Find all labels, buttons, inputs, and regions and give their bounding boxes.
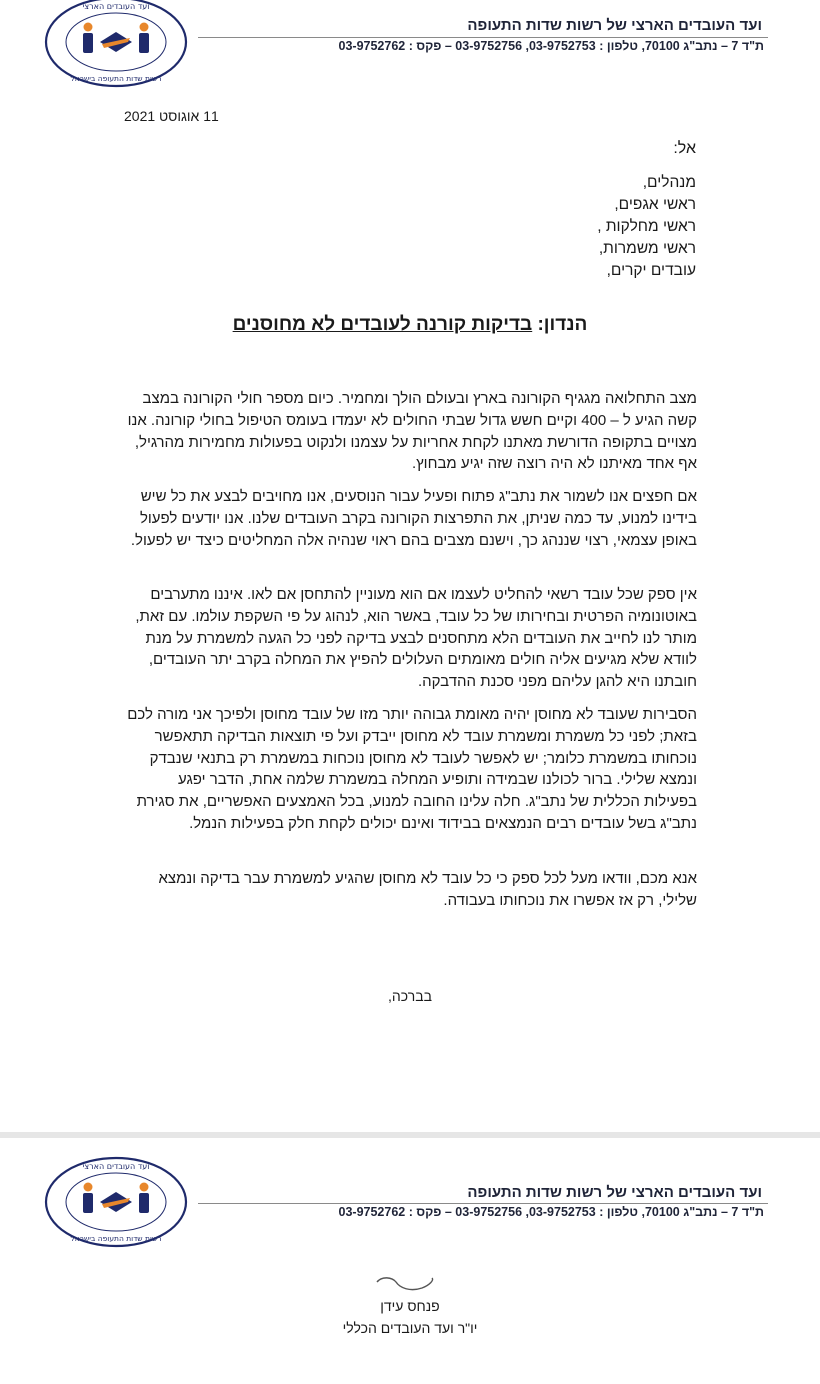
to-label: אל: <box>673 140 696 157</box>
subject-prefix: הנדון: <box>532 314 588 335</box>
subject-line <box>0 314 820 336</box>
body-paragraph: אנא מכם, וודאו מעל לכל ספק כי כל עובד לא מחוסן שהגיע למשמרת עבר בדיקה ונמצא שלילי, רק אז אפשרו את נוכחותו בעבודה. <box>158 870 697 909</box>
signatory-name: פנחס עידן <box>380 1298 440 1314</box>
logo-bottom-text: רשות שדות התעופה בישראל <box>70 1234 162 1243</box>
logo-bottom-text: רשות שדות התעופה בישראל <box>70 74 162 83</box>
signatory-role: יו"ר ועד העובדים הכללי <box>342 1320 478 1336</box>
recipient-item: ראשי מחלקות , <box>597 218 696 235</box>
header-rule <box>198 37 768 38</box>
recipient-item: עובדים יקרים, <box>606 262 696 279</box>
recipient-item: ראשי משמרות, <box>598 240 696 257</box>
closing: בברכה, <box>388 988 432 1004</box>
body-paragraph: אין ספק שכל עובד רשאי להחליט לעצמו אם הוא מעוניין להתחסן אם לאו. איננו מתערבים באוטונומיה הפרטית ובחירותו של כל עובד, באשר הוא, לנהוג על פי השקפת עולמו. עם זאת, מותר לנו לחייב את העובדים הלא מתחסנים לבצע בדיקה לפני כל הגעה למשמרת על מנת לוודא שלא מגיעים אליה חולים מאומתים העלולים להפיץ את המחלה בקרב יתר העובדים, חובתנו היא להגן עליהם מפני סכנת ההדבקה. <box>135 586 697 691</box>
header-contact: ת"ד 7 – נתב"ג 70100, טלפון : 03-9752753, 03-9752756 – פקס : 03-9752762 <box>338 39 764 53</box>
letter-page-2 <box>0 1138 820 1384</box>
logo-top-text: ועד העובדים הארצי <box>82 1162 150 1171</box>
header-title: ועד העובדים הארצי של רשות שדות התעופה <box>467 17 762 34</box>
body-paragraph: מצב התחלואה מגגיף הקורונה בארץ ובעולם הולך ומחמיר. כיום מספר חולי הקורונה במצב קשה הגיע ל – 400 וקיים חשש גדול שבתי החולים לא יעמדו בעומס הטיפול בחולי קורונה. אנו מצויים בתקופה הדורשת מאתנו לקחת אחריות על עצמנו ולנקוט בפעולות מחמירות מהרגיל, אף אחד מאיתנו לא היה רוצה שזה יגיע מבחוץ. <box>127 390 697 473</box>
signature-mark <box>374 1274 436 1296</box>
union-logo <box>44 0 188 88</box>
header-contact: ת"ד 7 – נתב"ג 70100, טלפון : 03-9752753, 03-9752756 – פקס : 03-9752762 <box>338 1205 764 1219</box>
logo-top-text: ועד העובדים הארצי <box>82 2 150 11</box>
letter-date: 11 אוגוסט 2021 <box>124 108 219 124</box>
header-title: ועד העובדים הארצי של רשות שדות התעופה <box>467 1184 762 1201</box>
subject-text: בדיקות קורנה לעובדים לא מחוסנים <box>232 314 533 335</box>
body-paragraph: אם חפצים אנו לשמור את נתב"ג פתוח ופעיל עבור הנוסעים, אנו מחויבים לבצע את כל שיש בידינו למנוע, עד כמה שניתן, את התפרצות הקורונה בקרב העובדים שלנו. אנו יודעים לפעול באופן עצמאי, רצוי שננהג כך, וישנם מצבים בהם ראוי שנהיה אלה המחליטים כיצד יש לפעול. <box>130 488 697 549</box>
union-logo <box>44 1156 188 1248</box>
header-rule <box>198 1203 768 1204</box>
body-paragraph: הסבירות שעובד לא מחוסן יהיה מאומת גבוהה יותר מזו של עובד מחוסן ולפיכך אני מורה לכם בזאת; לפני כל משמרת ומשמרת עובד לא מחוסן ייבדק ועל פי תוצאות הבדיקה תתאפשר נוכחותו במשמרת כלומר; יש לאפשר לעובד לא מחוסן נוכחות במשמרת רק בתנאי שנבדק ונמצא שלילי. ברור לכולנו שבמידה ותופיע המחלה במשמרת שלמה אחת, הדבר יפגע בפעילות הכללית של נתב"ג. חלה עלינו החובה למנוע, בכל האמצעים האפשריים, את סגירת נתב"ג בשל עובדים רבים הנמצאים בבידוד ואינם יכולים לקחת חלק בפעילות הנמל. <box>127 706 697 832</box>
recipient-item: ראשי אגפים, <box>614 196 696 213</box>
recipient-item: מנהלים, <box>642 174 696 191</box>
recipient-list <box>597 172 696 282</box>
